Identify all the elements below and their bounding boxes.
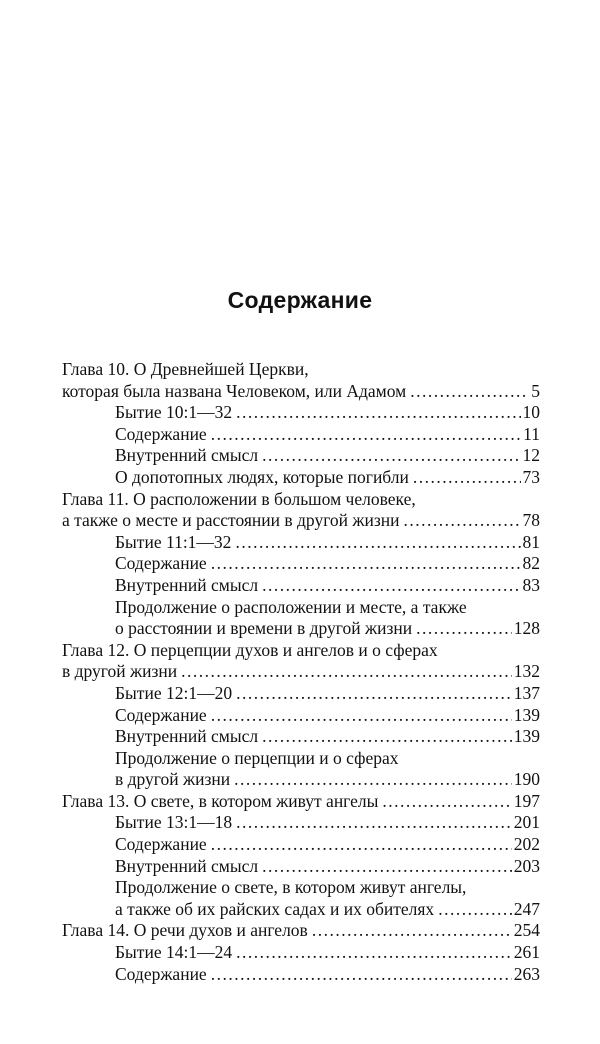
toc-entry-line [62, 791, 540, 813]
toc-entry-title: Внутренний смысл [115, 726, 259, 747]
toc-entry-line [115, 834, 540, 856]
dot-leader [236, 812, 512, 834]
toc-entry-title: Внутренний смысл [115, 574, 259, 595]
toc-page-number: 254 [513, 920, 540, 941]
toc-entry-line [115, 877, 540, 899]
toc-page-number: 137 [513, 682, 540, 703]
toc-section-entry[interactable] [62, 856, 540, 878]
dot-leader [413, 467, 521, 489]
dot-leader [181, 661, 512, 683]
toc-entry-line [115, 812, 540, 834]
toc-entry-title: Продолжение о перцепции и о сферах [115, 747, 399, 768]
toc-entry-title: Бытие 14:1—24 [115, 942, 233, 963]
toc-entry-line [62, 510, 540, 532]
dot-leader [211, 705, 512, 727]
toc-entry-title: а также об их райских садах и их обителях [115, 898, 435, 919]
dot-leader [211, 553, 521, 575]
toc-entry-line [62, 489, 540, 511]
toc-entry-line [115, 705, 540, 727]
toc-chapter-entry[interactable] [62, 791, 540, 813]
toc-section-entry[interactable] [62, 812, 540, 834]
toc-entry-title: Содержание [115, 553, 207, 574]
toc-section-entry[interactable] [62, 834, 540, 856]
toc-page-number: 203 [513, 855, 540, 876]
toc-entry-title: в другой жизни [115, 769, 231, 790]
toc-entry-title: Глава 11. О расположении в большом человеке, [62, 488, 416, 509]
toc-entry-title: О допотопных людях, которые погибли [115, 466, 409, 487]
toc-entry-title: Бытие 10:1—32 [115, 402, 233, 423]
toc-section-entry[interactable] [62, 553, 540, 575]
toc-entry-title: Продолжение о свете, в котором живут ангелы, [115, 877, 467, 898]
toc-page-number: 197 [513, 790, 540, 811]
toc-section-entry[interactable] [62, 705, 540, 727]
toc-chapter-entry[interactable] [62, 640, 540, 683]
toc-section-entry[interactable] [62, 683, 540, 705]
toc-entry-line [115, 597, 540, 619]
toc-entry-line [115, 964, 540, 986]
toc-section-entry[interactable] [62, 748, 540, 791]
toc-entry-line [115, 618, 540, 640]
toc-section-entry[interactable] [62, 467, 540, 489]
toc-entry-title: Бытие 13:1—18 [115, 812, 233, 833]
dot-leader [382, 791, 511, 813]
dot-leader [234, 769, 512, 791]
toc-entry-title: о расстоянии и времени в другой жизни [115, 618, 413, 639]
toc-entry-title: Глава 10. О Древнейшей Церкви, [62, 359, 309, 379]
toc-page-number: 83 [522, 574, 540, 595]
toc-entry-title: Бытие 11:1—32 [115, 531, 232, 552]
toc-page-number: 73 [522, 466, 540, 487]
toc-entry-line [62, 359, 540, 381]
toc-page-number: 10 [522, 402, 540, 423]
toc-page-number: 261 [513, 942, 540, 963]
toc-entry-title: Глава 13. О свете, в котором живут ангелы [62, 790, 379, 811]
dot-leader [211, 834, 512, 856]
toc-entry-title: Глава 12. О перцепции духов и ангелов и о сферах [62, 639, 438, 660]
dot-leader [211, 964, 512, 986]
dot-leader [236, 402, 520, 424]
toc-entry-line [62, 661, 540, 683]
toc-section-entry[interactable] [62, 597, 540, 640]
toc-entry-line [115, 445, 540, 467]
toc-section-entry[interactable] [62, 942, 540, 964]
dot-leader [262, 726, 512, 748]
toc-page-number: 201 [513, 812, 540, 833]
dot-leader [262, 575, 520, 597]
dot-leader [416, 618, 512, 640]
toc-page-number: 11 [523, 423, 540, 444]
toc-section-entry[interactable] [62, 532, 540, 554]
toc-page-number: 5 [531, 380, 540, 401]
toc-chapter-entry[interactable] [62, 920, 540, 942]
toc-entry-line [115, 856, 540, 878]
dot-leader [236, 942, 512, 964]
toc-entry-line [115, 748, 540, 770]
toc-section-entry[interactable] [62, 877, 540, 920]
toc-entry-title: Бытие 12:1—20 [115, 682, 233, 703]
dot-leader [236, 683, 512, 705]
table-of-contents [62, 359, 540, 985]
toc-page-number: 190 [513, 769, 540, 790]
toc-page-number: 263 [513, 963, 540, 984]
toc-entry-line [62, 640, 540, 662]
toc-section-entry[interactable] [62, 445, 540, 467]
toc-entry-title: Внутренний смысл [115, 445, 259, 466]
page-title: Содержание [227, 287, 373, 313]
toc-page-number: 82 [522, 553, 540, 574]
toc-entry-line [115, 942, 540, 964]
toc-entry-line [115, 532, 540, 554]
dot-leader [262, 856, 512, 878]
dot-leader [404, 510, 521, 532]
toc-page-number: 12 [522, 445, 540, 466]
toc-section-entry[interactable] [62, 726, 540, 748]
toc-entry-line [115, 402, 540, 424]
toc-entry-title: Содержание [115, 834, 207, 855]
dot-leader [262, 445, 520, 467]
toc-entry-title: Содержание [115, 963, 207, 984]
toc-section-entry[interactable] [62, 575, 540, 597]
toc-entry-title: в другой жизни [62, 661, 178, 682]
toc-page-number: 78 [522, 510, 540, 531]
toc-page-number: 128 [513, 618, 540, 639]
toc-entry-title: Глава 14. О речи духов и ангелов [62, 920, 308, 941]
toc-page-number: 202 [513, 834, 540, 855]
toc-page-number: 132 [513, 661, 540, 682]
toc-entry-line [115, 683, 540, 705]
dot-leader [211, 424, 521, 446]
toc-page-number: 139 [513, 726, 540, 747]
toc-entry-title: Внутренний смысл [115, 855, 259, 876]
toc-entry-line [115, 553, 540, 575]
toc-page-number: 81 [522, 531, 540, 552]
toc-page-number: 247 [513, 898, 540, 919]
toc-entry-line [115, 899, 540, 921]
toc-entry-line [115, 467, 540, 489]
toc-entry-line [115, 575, 540, 597]
toc-entry-title: а также о месте и расстоянии в другой жизни [62, 510, 400, 531]
toc-entry-line [115, 424, 540, 446]
toc-entry-line [62, 381, 540, 403]
toc-entry-line [62, 920, 540, 942]
toc-entry-line [115, 726, 540, 748]
toc-page-number: 139 [513, 704, 540, 725]
toc-section-entry[interactable] [62, 964, 540, 986]
toc-entry-title: Содержание [115, 423, 207, 444]
toc-entry-line [115, 769, 540, 791]
dot-leader [235, 532, 520, 554]
toc-entry-title: которая была названа Человеком, или Адамом [62, 380, 407, 401]
dot-leader [410, 381, 529, 403]
toc-section-entry[interactable] [62, 402, 540, 424]
dot-leader [438, 899, 512, 921]
toc-chapter-entry[interactable] [62, 489, 540, 532]
toc-entry-title: Продолжение о расположении и месте, а также [115, 596, 467, 617]
toc-entry-title: Содержание [115, 704, 207, 725]
dot-leader [312, 920, 512, 942]
toc-chapter-entry[interactable] [62, 359, 540, 402]
toc-section-entry[interactable] [62, 424, 540, 446]
